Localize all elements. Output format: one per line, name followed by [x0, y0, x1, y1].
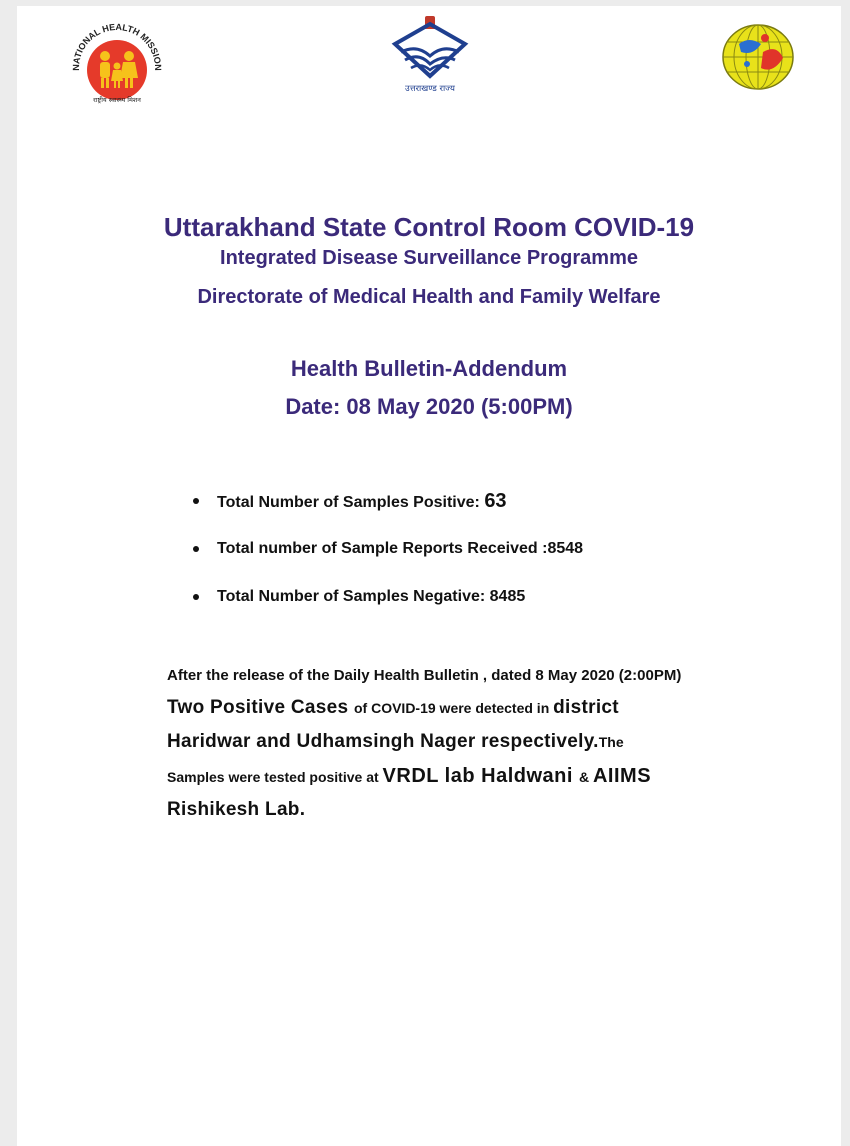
bulletin-date: Date: 08 May 2020 (5:00PM)	[285, 394, 573, 419]
bullet-icon	[193, 546, 199, 552]
svg-text:राष्ट्रीय स्वास्थ्य मिशन: राष्ट्रीय स्वास्थ्य मिशन	[93, 96, 141, 104]
list-item	[187, 534, 583, 582]
paragraph-line-3: Haridwar and Udhamsingh Nager respectively.The	[167, 731, 624, 752]
bulletin-title: Health Bulletin-Addendum	[290, 356, 568, 381]
list-item	[187, 582, 583, 630]
bullet-icon	[193, 594, 199, 600]
svg-text:NATIONAL HEALTH MISSION: NATIONAL HEALTH MISSION	[70, 21, 164, 71]
paragraph-line-4: Samples were tested positive at VRDL lab Haldwani & AIIMS	[167, 765, 652, 787]
paragraph-line-2: Two Positive Cases of COVID-19 were detected in district	[167, 697, 619, 718]
bulletin-paragraph	[167, 661, 807, 827]
stat-label: Total number of Sample Reports Received :	[217, 540, 548, 557]
svg-text:उत्तराखण्ड राज्य: उत्तराखण्ड राज्य	[405, 84, 455, 94]
stat-value: 8548	[547, 540, 584, 557]
programme-subtitle: Integrated Disease Surveillance Programme	[220, 247, 638, 269]
list-item	[187, 486, 583, 534]
uttarakhand-state-emblem	[387, 14, 473, 94]
stat-value: 63	[484, 490, 507, 512]
page-title: Uttarakhand State Control Room COVID-19	[163, 212, 695, 242]
stat-value: 8485	[489, 588, 526, 605]
paragraph-line-5: Rishikesh Lab.	[167, 799, 306, 820]
bulletin-page	[17, 6, 841, 1146]
national-health-mission-logo	[67, 18, 167, 104]
globe-logo-icon	[719, 22, 797, 92]
bullet-icon	[193, 498, 199, 504]
directorate-subtitle: Directorate of Medical Health and Family Welfare	[197, 286, 661, 308]
stat-label: Total Number of Samples Negative:	[217, 588, 490, 605]
stat-label: Total Number of Samples Positive:	[217, 494, 485, 511]
paragraph-line-1: After the release of the Daily Health Bulletin , dated 8 May 2020 (2:00PM)	[167, 667, 682, 684]
stats-list	[187, 486, 583, 630]
